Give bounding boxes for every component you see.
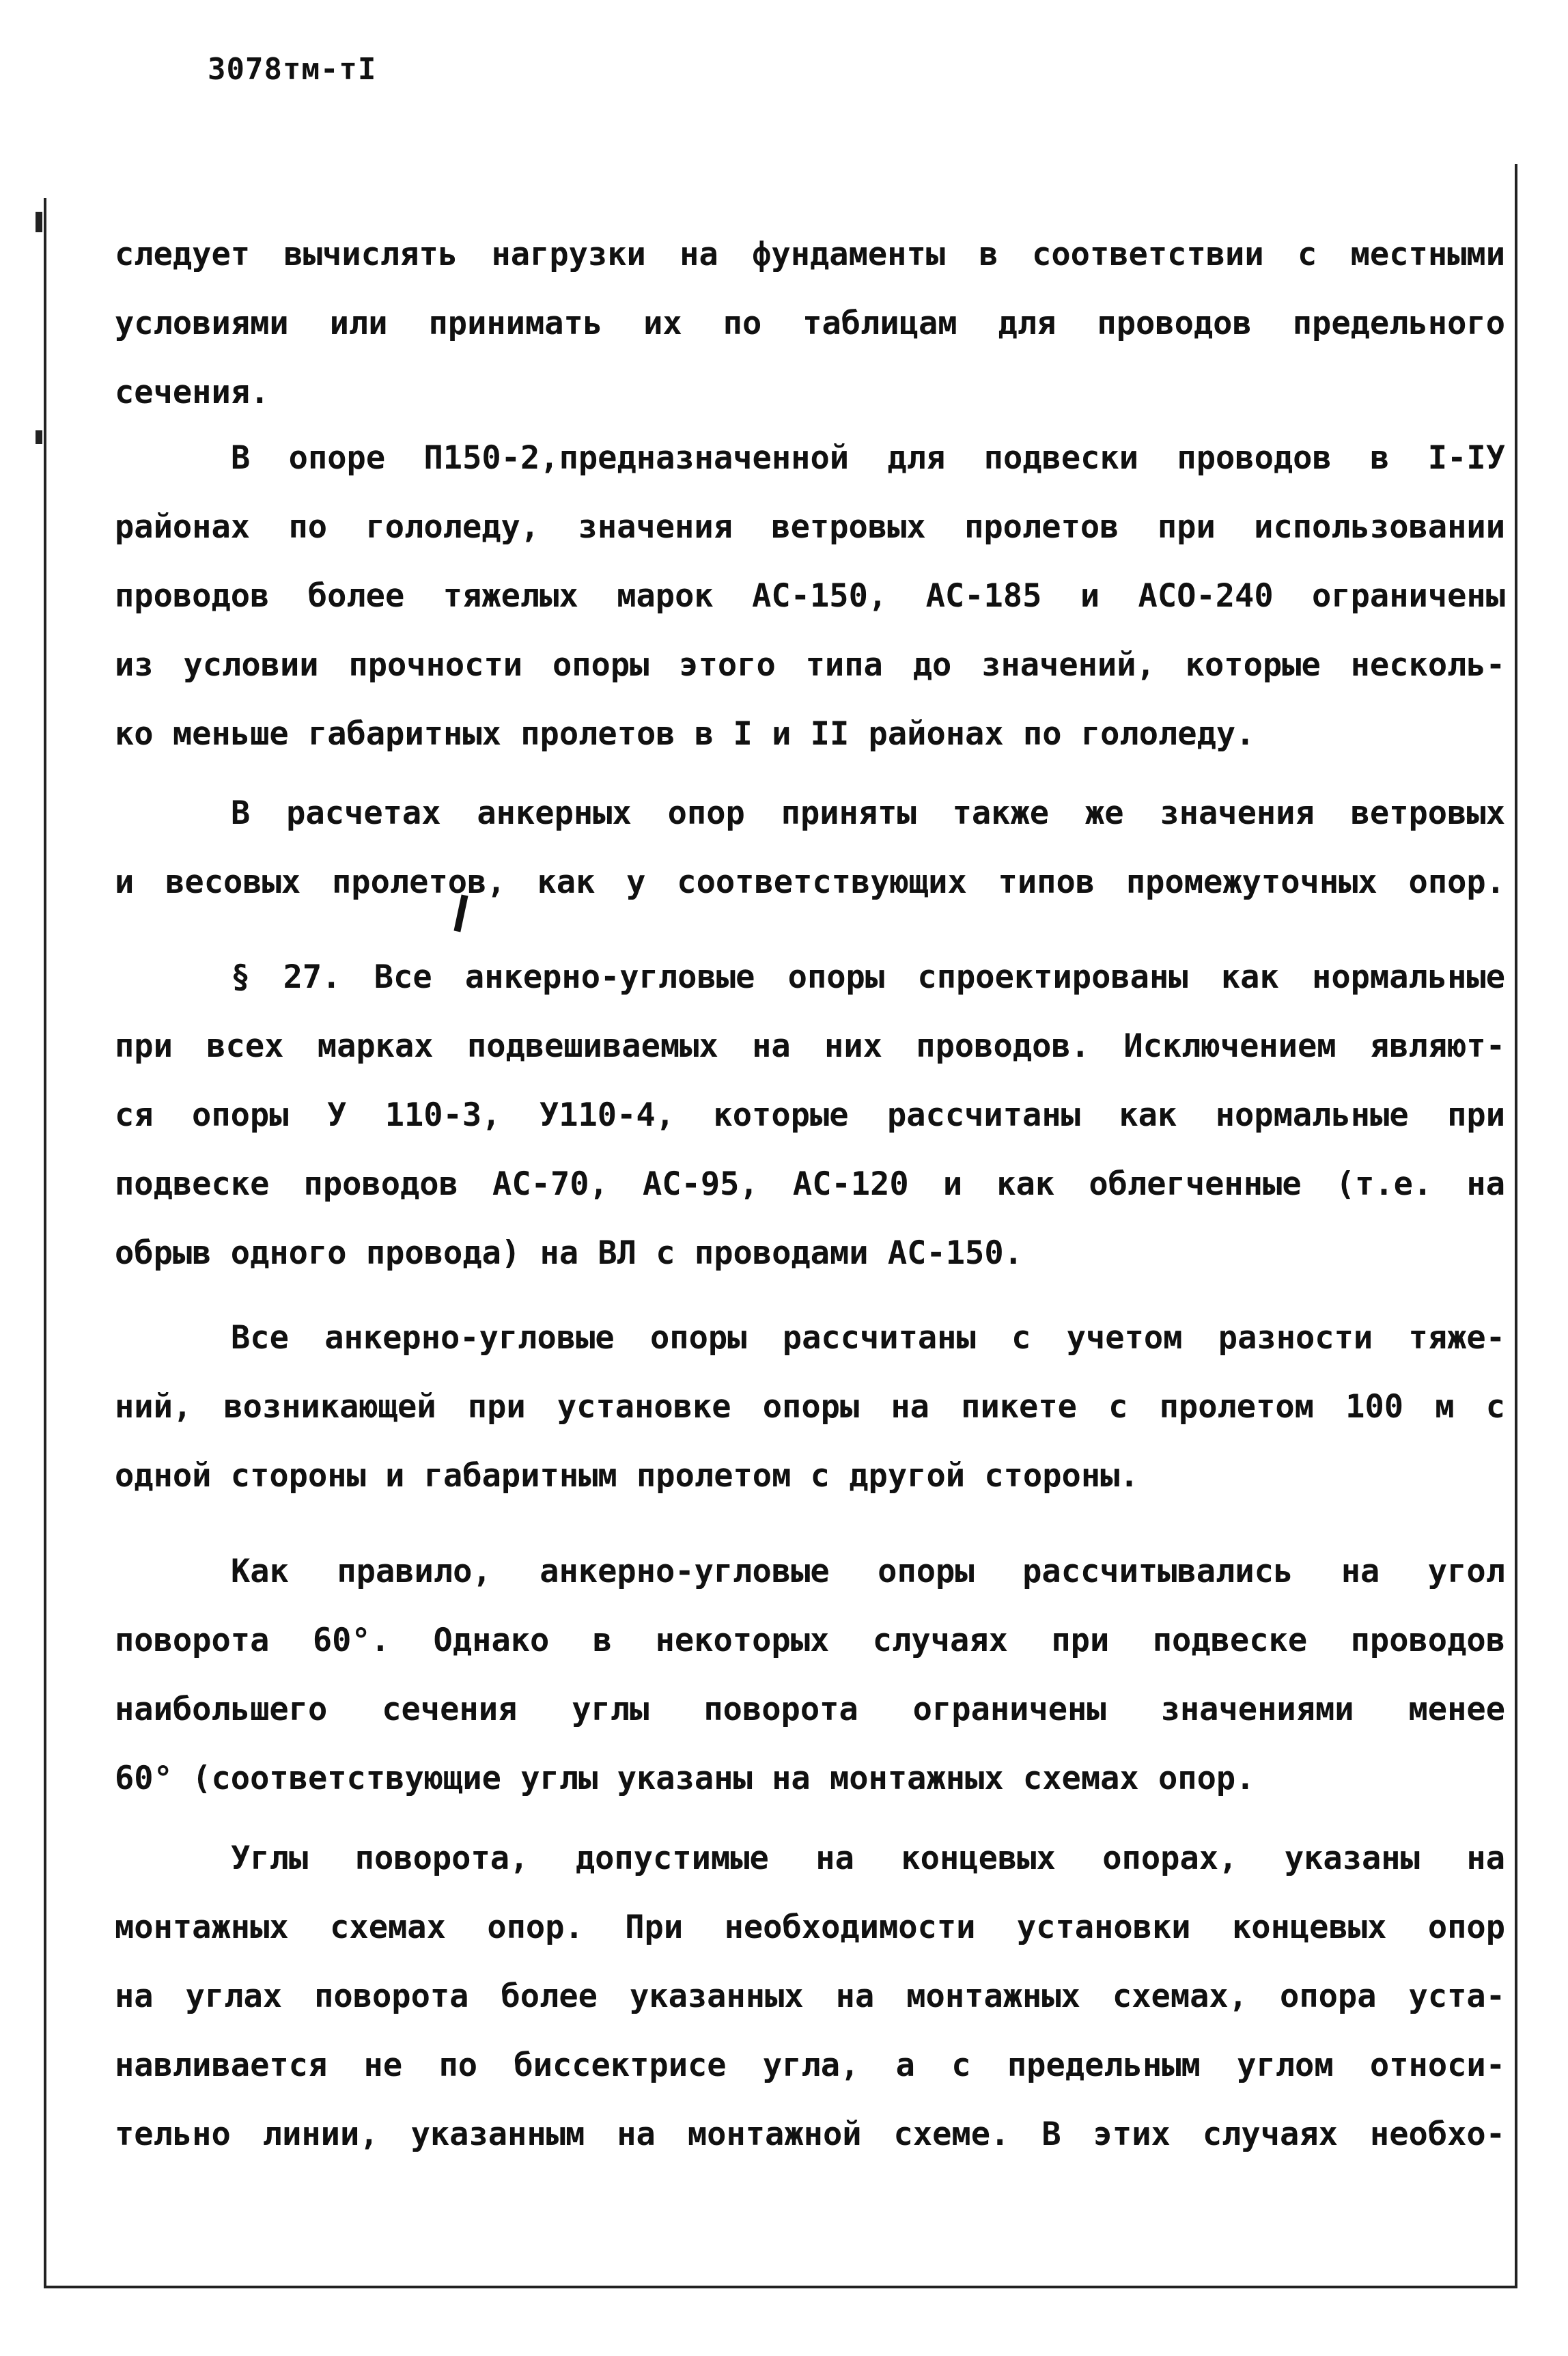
text-line: одной стороны и габаритным пролетом с другой стороны. [115, 1457, 1139, 1495]
text-line: В расчетах анкерных опор приняты также же значения ветровых [231, 794, 1505, 832]
paragraph [115, 1303, 1505, 1510]
text-line: при всех марках подвешиваемых на них проводов. Исключением являют- [115, 1027, 1505, 1065]
text-line: Углы поворота, допустимые на концевых опорах, указаны на [231, 1840, 1505, 1877]
paragraph [115, 220, 1505, 427]
text-line: навливается не по биссектрисе угла, а с предельным углом относи- [115, 2047, 1505, 2084]
paragraph [115, 424, 1505, 768]
paragraph [115, 779, 1505, 917]
margin-tick [36, 430, 42, 444]
text-line: сечения. [115, 374, 270, 411]
text-line: следует вычислять нагрузки на фундаменты в соответствии с местными [115, 236, 1505, 273]
document-code: 3078тм-тI [208, 52, 377, 87]
frame-bottom-border [44, 2286, 1517, 2288]
text-line: монтажных схемах опор. При необходимости установки концевых опор [115, 1909, 1505, 1946]
text-line: Все анкерно-угловые опоры рассчитаны с учетом разности тяже- [231, 1319, 1505, 1357]
text-line: из условии прочности опоры этого типа до значений, которые несколь- [115, 646, 1505, 684]
paragraph [115, 943, 1505, 1288]
frame-right-border [1515, 164, 1517, 2288]
text-line: наибольшего сечения углы поворота ограничены значениями менее [115, 1691, 1505, 1728]
text-line: поворота 60°. Однако в некоторых случаях при подвеске проводов [115, 1622, 1505, 1659]
text-line: на углах поворота более указанных на монтажных схемах, опора уста- [115, 1978, 1505, 2015]
margin-tick [36, 212, 42, 232]
frame-left-border [44, 198, 46, 2288]
text-line: районах по гололеду, значения ветровых пролетов при использовании [115, 508, 1505, 546]
text-line: 60° (соответствующие углы указаны на монтажных схемах опор. [115, 1760, 1255, 1797]
paragraph [115, 1537, 1505, 1813]
text-line: обрыв одного провода) на ВЛ с проводами АС-150. [115, 1234, 1023, 1272]
text-line: подвеске проводов АС-70, АС-95, АС-120 и как облегченные (т.е. на [115, 1165, 1505, 1203]
text-line: ний, возникающей при установке опоры на пикете с пролетом 100 м с [115, 1388, 1505, 1426]
text-line: ко меньше габаритных пролетов в I и II районах по гололеду. [115, 715, 1255, 753]
text-line: § 27. Все анкерно-угловые опоры спроектированы как нормальные [231, 958, 1505, 996]
text-line: условиями или принимать их по таблицам для проводов предельного [115, 305, 1505, 342]
text-line: Как правило, анкерно-угловые опоры рассчитывались на угол [231, 1553, 1505, 1590]
text-line: В опоре П150-2,предназначенной для подвески проводов в I-IУ [231, 439, 1505, 477]
text-line: и весовых пролетов, как у соответствующих типов промежуточных опор. [115, 863, 1505, 901]
text-line: ся опоры У 110-3, У110-4, которые рассчитаны как нормальные при [115, 1096, 1505, 1134]
text-line: тельно линии, указанным на монтажной схеме. В этих случаях необхо- [115, 2116, 1505, 2153]
paragraph [115, 1824, 1505, 2169]
text-line: проводов более тяжелых марок АС-150, АС-185 и АСО-240 ограничены [115, 577, 1505, 615]
